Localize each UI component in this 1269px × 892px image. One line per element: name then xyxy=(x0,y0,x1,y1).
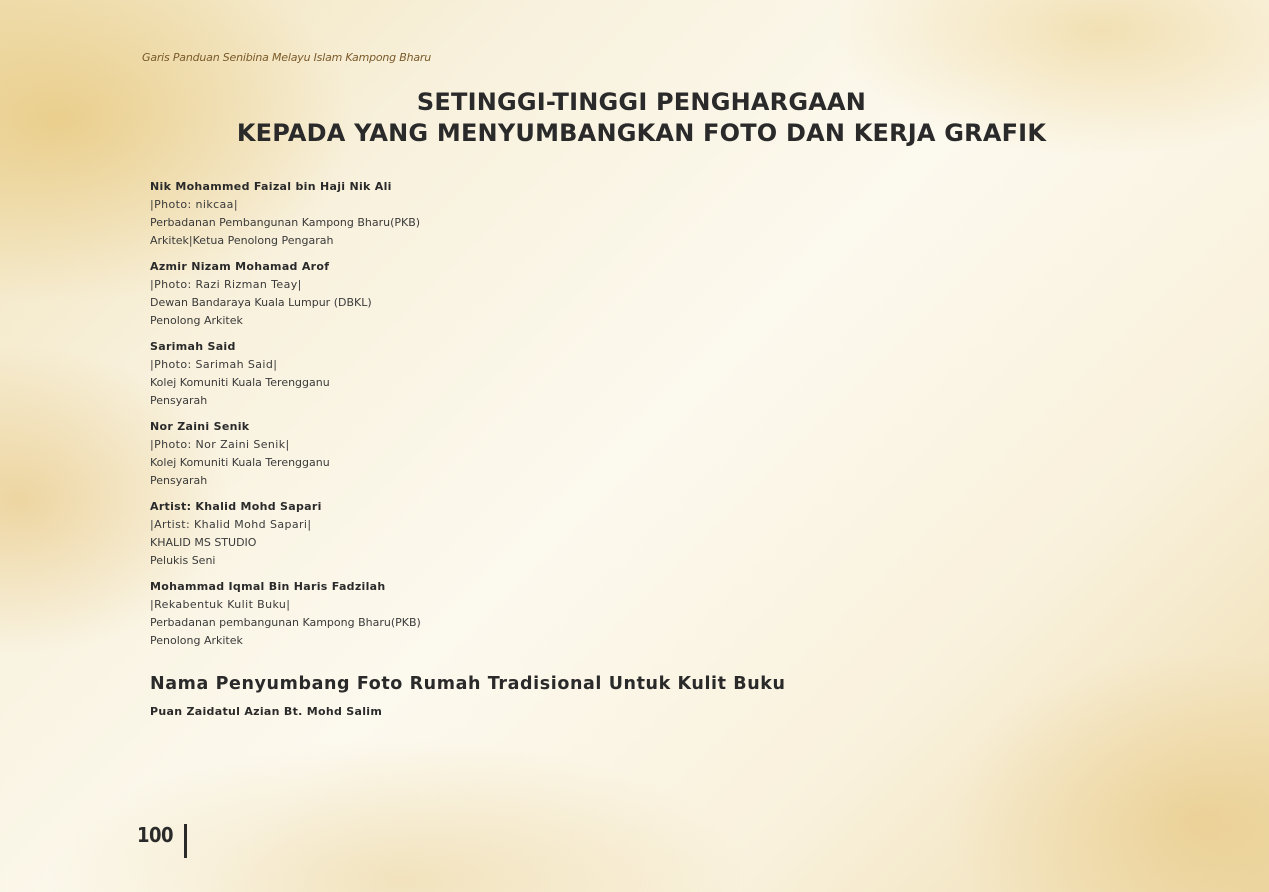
credit-role: Penolong Arkitek xyxy=(150,634,243,647)
cover-photo-heading: Nama Penyumbang Foto Rumah Tradisional Untuk Kulit Buku xyxy=(150,674,786,694)
credit-name: Nik Mohammed Faizal bin Haji Nik Ali xyxy=(150,180,392,193)
credit-name: Artist: Khalid Mohd Sapari xyxy=(150,500,322,513)
credit-organisation: KHALID MS STUDIO xyxy=(150,536,257,549)
credit-name: Sarimah Said xyxy=(150,340,236,353)
credit-role: Penolong Arkitek xyxy=(150,314,243,327)
credit-entry xyxy=(150,498,850,570)
credit-role: Pensyarah xyxy=(150,394,208,407)
credit-source: |Photo: Nor Zaini Senik| xyxy=(150,438,290,451)
credit-role: Arkitek|Ketua Penolong Pengarah xyxy=(150,234,334,247)
credit-entry xyxy=(150,338,850,410)
page-title-line-2: KEPADA YANG MENYUMBANGKAN FOTO DAN KERJA GRAFIK xyxy=(236,119,1047,147)
credit-entry xyxy=(150,258,850,330)
credit-organisation: Dewan Bandaraya Kuala Lumpur (DBKL) xyxy=(150,296,372,309)
page-number-divider xyxy=(184,824,187,858)
cover-photo-contributor: Puan Zaidatul Azian Bt. Mohd Salim xyxy=(150,705,383,718)
credit-organisation: Perbadanan pembangunan Kampong Bharu(PKB) xyxy=(150,616,421,629)
credit-entry xyxy=(150,178,850,250)
credit-entry xyxy=(150,578,850,650)
page-title-line-1: SETINGGI-TINGGI PENGHARGAAN xyxy=(416,88,867,116)
page-number: 100 xyxy=(137,823,174,847)
credit-name: Azmir Nizam Mohamad Arof xyxy=(150,260,330,273)
credits-list xyxy=(150,178,850,658)
credit-organisation: Perbadanan Pembangunan Kampong Bharu(PKB) xyxy=(150,216,421,229)
credit-source: |Photo: nikcaa| xyxy=(150,198,238,211)
credit-source: |Photo: Sarimah Said| xyxy=(150,358,278,371)
credit-name: Mohammad Iqmal Bin Haris Fadzilah xyxy=(150,580,386,593)
credit-source: |Rekabentuk Kulit Buku| xyxy=(150,598,291,611)
credit-entry xyxy=(150,418,850,490)
credit-name: Nor Zaini Senik xyxy=(150,420,250,433)
credit-role: Pensyarah xyxy=(150,474,208,487)
credit-organisation: Kolej Komuniti Kuala Terengganu xyxy=(150,376,330,389)
credit-role: Pelukis Seni xyxy=(150,554,216,567)
credit-source: |Artist: Khalid Mohd Sapari| xyxy=(150,518,312,531)
credit-organisation: Kolej Komuniti Kuala Terengganu xyxy=(150,456,330,469)
running-header: Garis Panduan Senibina Melayu Islam Kampong Bharu xyxy=(142,51,432,64)
credit-source: |Photo: Razi Rizman Teay| xyxy=(150,278,302,291)
